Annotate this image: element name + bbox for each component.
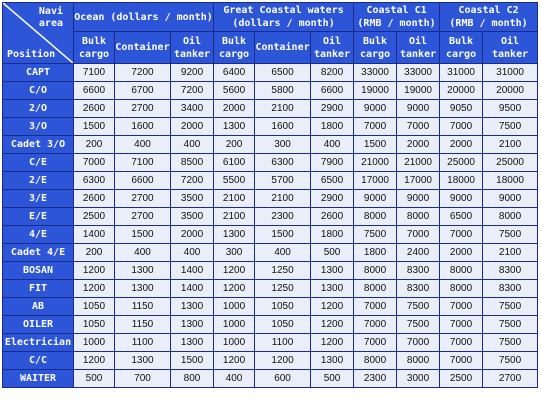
row-position-label: E/E <box>3 208 74 226</box>
wage-cell: 7000 <box>440 352 483 370</box>
wage-cell: 1000 <box>214 298 255 316</box>
wage-cell: 1050 <box>255 298 311 316</box>
wage-cell: 2100 <box>483 244 538 262</box>
wage-cell: 31000 <box>483 64 538 82</box>
wage-cell: 2000 <box>440 244 483 262</box>
navi-area-label: Navi area <box>38 6 63 29</box>
wage-cell: 1800 <box>354 244 397 262</box>
table-row <box>3 82 538 100</box>
wage-cell: 500 <box>311 244 354 262</box>
wage-cell: 1250 <box>255 280 311 298</box>
wage-cell: 7000 <box>440 316 483 334</box>
wage-cell: 800 <box>171 370 214 388</box>
table-row <box>3 208 538 226</box>
wage-cell: 7200 <box>171 172 214 190</box>
table-row <box>3 334 538 352</box>
row-position-label: Electrician <box>3 334 74 352</box>
wage-cell: 400 <box>311 136 354 154</box>
wage-cell: 2500 <box>74 208 115 226</box>
wage-cell: 7000 <box>354 334 397 352</box>
wage-cell: 1000 <box>74 334 115 352</box>
wage-cell: 1200 <box>214 352 255 370</box>
wage-cell: 1200 <box>311 334 354 352</box>
wage-cell: 18000 <box>483 172 538 190</box>
table-row <box>3 262 538 280</box>
row-position-label: 3/O <box>3 118 74 136</box>
wage-cell: 7000 <box>354 118 397 136</box>
wage-cell: 1800 <box>311 118 354 136</box>
wage-cell: 1500 <box>255 226 311 244</box>
wage-cell: 9000 <box>483 190 538 208</box>
table-body <box>3 64 538 388</box>
wage-cell: 1300 <box>171 298 214 316</box>
wage-cell: 2000 <box>440 136 483 154</box>
wage-cell: 8000 <box>354 280 397 298</box>
row-position-label: Cadet 3/O <box>3 136 74 154</box>
wage-cell: 1200 <box>74 352 115 370</box>
subheader-c2-bulk-cargo: Bulk cargo <box>440 32 483 64</box>
wage-cell: 200 <box>214 136 255 154</box>
wage-cell: 8000 <box>354 352 397 370</box>
wage-cell: 7900 <box>311 154 354 172</box>
wage-cell: 7500 <box>397 298 440 316</box>
table-row <box>3 370 538 388</box>
wage-cell: 6300 <box>74 172 115 190</box>
table-row <box>3 190 538 208</box>
wage-cell: 1100 <box>255 334 311 352</box>
wage-cell: 400 <box>171 244 214 262</box>
wage-cell: 7500 <box>483 316 538 334</box>
wage-cell: 2100 <box>214 190 255 208</box>
wage-cell: 2600 <box>74 100 115 118</box>
row-position-label: FIT <box>3 280 74 298</box>
table-row <box>3 316 538 334</box>
wage-cell: 8200 <box>311 64 354 82</box>
wage-cell: 9000 <box>354 100 397 118</box>
wage-cell: 8000 <box>397 352 440 370</box>
wage-cell: 400 <box>115 136 171 154</box>
wage-cell: 21000 <box>397 154 440 172</box>
wage-cell: 1300 <box>214 118 255 136</box>
wage-cell: 1600 <box>115 118 171 136</box>
wage-cell: 8300 <box>397 262 440 280</box>
wage-cell: 6500 <box>440 208 483 226</box>
wage-cell: 6700 <box>115 82 171 100</box>
subheader-great-coastal-container: Container <box>255 32 311 64</box>
wage-cell: 25000 <box>440 154 483 172</box>
wage-cell: 3500 <box>171 208 214 226</box>
wage-cell: 7000 <box>397 226 440 244</box>
wage-cell: 8000 <box>440 280 483 298</box>
wage-cell: 2600 <box>311 208 354 226</box>
wage-cell: 19000 <box>397 82 440 100</box>
wage-cell: 1500 <box>171 352 214 370</box>
wage-cell: 7000 <box>354 316 397 334</box>
wage-cell: 2500 <box>440 370 483 388</box>
row-position-label: 2/E <box>3 172 74 190</box>
row-position-label: AB <box>3 298 74 316</box>
wage-cell: 1400 <box>171 280 214 298</box>
wage-cell: 1300 <box>311 352 354 370</box>
wage-cell: 3500 <box>171 190 214 208</box>
wage-cell: 1500 <box>354 136 397 154</box>
wage-cell: 33000 <box>354 64 397 82</box>
wage-cell: 9500 <box>483 100 538 118</box>
row-position-label: C/E <box>3 154 74 172</box>
row-position-label: 3/E <box>3 190 74 208</box>
table-row <box>3 172 538 190</box>
row-position-label: OILER <box>3 316 74 334</box>
group-header-ocean: Ocean (dollars / month) <box>74 3 214 32</box>
wage-cell: 7500 <box>483 298 538 316</box>
wage-cell: 2100 <box>255 100 311 118</box>
row-position-label: 2/O <box>3 100 74 118</box>
wage-cell: 1200 <box>255 352 311 370</box>
wage-cell: 17000 <box>397 172 440 190</box>
row-position-label: CAPT <box>3 64 74 82</box>
wage-cell: 1100 <box>115 334 171 352</box>
wage-cell: 1050 <box>74 316 115 334</box>
wage-cell: 2400 <box>397 244 440 262</box>
table-row <box>3 118 538 136</box>
wage-cell: 7000 <box>440 298 483 316</box>
wage-cell: 1000 <box>214 334 255 352</box>
wage-cell: 7500 <box>483 334 538 352</box>
wage-cell: 8000 <box>354 262 397 280</box>
wage-cell: 400 <box>214 370 255 388</box>
subheader-great-coastal-bulk-cargo: Bulk cargo <box>214 32 255 64</box>
wage-cell: 19000 <box>354 82 397 100</box>
wage-cell: 7000 <box>397 118 440 136</box>
wage-cell: 1300 <box>311 262 354 280</box>
wage-cell: 33000 <box>397 64 440 82</box>
wage-table <box>2 2 538 388</box>
subheader-ocean-container: Container <box>115 32 171 64</box>
wage-cell: 9000 <box>440 190 483 208</box>
wage-cell: 1200 <box>74 262 115 280</box>
wage-cell: 5700 <box>255 172 311 190</box>
wage-cell: 7500 <box>397 316 440 334</box>
wage-cell: 31000 <box>440 64 483 82</box>
wage-cell: 8300 <box>397 280 440 298</box>
subheader-ocean-bulk-cargo: Bulk cargo <box>74 32 115 64</box>
wage-cell: 21000 <box>354 154 397 172</box>
wage-cell: 1200 <box>311 316 354 334</box>
wage-cell: 7200 <box>171 82 214 100</box>
table-row <box>3 280 538 298</box>
position-label: Position <box>7 49 56 60</box>
row-position-label: WAITER <box>3 370 74 388</box>
wage-cell: 8500 <box>171 154 214 172</box>
wage-cell: 5800 <box>255 82 311 100</box>
wage-cell: 3000 <box>397 370 440 388</box>
wage-cell: 500 <box>311 370 354 388</box>
subheader-great-coastal-oil-tanker: Oil tanker <box>311 32 354 64</box>
wage-cell: 2000 <box>171 118 214 136</box>
wage-cell: 25000 <box>483 154 538 172</box>
wage-cell: 1600 <box>255 118 311 136</box>
table-row <box>3 226 538 244</box>
wage-cell: 7500 <box>483 352 538 370</box>
wage-cell: 2000 <box>214 100 255 118</box>
wage-cell: 8300 <box>483 262 538 280</box>
wage-cell: 7000 <box>440 334 483 352</box>
wage-cell: 1200 <box>214 262 255 280</box>
wage-cell: 1200 <box>74 280 115 298</box>
wage-cell: 1050 <box>74 298 115 316</box>
wage-cell: 3400 <box>171 100 214 118</box>
wage-cell: 200 <box>74 136 115 154</box>
wage-cell: 5500 <box>214 172 255 190</box>
wage-cell: 6600 <box>74 82 115 100</box>
wage-cell: 7200 <box>115 64 171 82</box>
table-row <box>3 136 538 154</box>
table-row <box>3 352 538 370</box>
row-position-label: 4/E <box>3 226 74 244</box>
wage-cell: 9000 <box>397 190 440 208</box>
wage-cell: 2100 <box>483 136 538 154</box>
group-header-coastal-c2: Coastal C2 (RMB / month) <box>440 3 538 32</box>
wage-cell: 6100 <box>214 154 255 172</box>
row-position-label: BOSAN <box>3 262 74 280</box>
wage-cell: 600 <box>255 370 311 388</box>
wage-cell: 2900 <box>311 190 354 208</box>
wage-cell: 1250 <box>255 262 311 280</box>
wage-cell: 17000 <box>354 172 397 190</box>
subheader-c2-oil-tanker: Oil tanker <box>483 32 538 64</box>
wage-cell: 9000 <box>397 100 440 118</box>
row-position-label: Cadet 4/E <box>3 244 74 262</box>
wage-cell: 1200 <box>311 298 354 316</box>
row-position-label: C/C <box>3 352 74 370</box>
row-position-label: C/O <box>3 82 74 100</box>
table-row <box>3 154 538 172</box>
group-header-coastal-c1: Coastal C1 (RMB / month) <box>354 3 440 32</box>
wage-cell: 18000 <box>440 172 483 190</box>
wage-cell: 300 <box>255 136 311 154</box>
wage-cell: 8000 <box>440 262 483 280</box>
wage-cell: 7000 <box>397 334 440 352</box>
subheader-ocean-oil-tanker: Oil tanker <box>171 32 214 64</box>
wage-cell: 2900 <box>311 100 354 118</box>
wage-cell: 1300 <box>115 352 171 370</box>
wage-cell: 1300 <box>115 280 171 298</box>
position-navi-corner-header <box>3 3 74 64</box>
wage-cell: 1800 <box>311 226 354 244</box>
wage-cell: 7100 <box>74 64 115 82</box>
wage-cell: 2300 <box>255 208 311 226</box>
wage-cell: 6400 <box>214 64 255 82</box>
wage-cell: 7100 <box>115 154 171 172</box>
wage-cell: 20000 <box>483 82 538 100</box>
wage-cell: 1500 <box>74 118 115 136</box>
wage-cell: 5600 <box>214 82 255 100</box>
wage-cell: 8300 <box>483 280 538 298</box>
wage-cell: 1300 <box>115 262 171 280</box>
wage-cell: 1050 <box>255 316 311 334</box>
wage-cell: 1150 <box>115 316 171 334</box>
wage-cell: 8000 <box>397 208 440 226</box>
wage-cell: 1500 <box>115 226 171 244</box>
wage-cell: 7000 <box>440 118 483 136</box>
table-row <box>3 100 538 118</box>
wage-cell: 6600 <box>115 172 171 190</box>
wage-cell: 6600 <box>311 82 354 100</box>
subheader-c1-oil-tanker: Oil tanker <box>397 32 440 64</box>
wage-cell: 7500 <box>483 118 538 136</box>
wage-cell: 6300 <box>255 154 311 172</box>
wage-cell: 2700 <box>115 100 171 118</box>
table-row <box>3 244 538 262</box>
wage-cell: 1400 <box>171 262 214 280</box>
subheader-c1-bulk-cargo: Bulk cargo <box>354 32 397 64</box>
wage-cell: 7000 <box>440 226 483 244</box>
wage-cell: 1200 <box>214 280 255 298</box>
wage-cell: 7500 <box>483 226 538 244</box>
wage-cell: 2000 <box>397 136 440 154</box>
wage-cell: 300 <box>214 244 255 262</box>
wage-cell: 500 <box>74 370 115 388</box>
wage-cell: 9000 <box>354 190 397 208</box>
wage-cell: 7500 <box>354 226 397 244</box>
wage-cell: 9200 <box>171 64 214 82</box>
wage-cell: 2300 <box>354 370 397 388</box>
wage-cell: 700 <box>115 370 171 388</box>
wage-cell: 20000 <box>440 82 483 100</box>
wage-cell: 2700 <box>115 208 171 226</box>
wage-cell: 9050 <box>440 100 483 118</box>
table-row <box>3 64 538 82</box>
wage-cell: 200 <box>74 244 115 262</box>
wage-cell: 2700 <box>483 370 538 388</box>
wage-cell: 400 <box>115 244 171 262</box>
wage-cell: 1150 <box>115 298 171 316</box>
wage-cell: 8000 <box>354 208 397 226</box>
wage-cell: 2600 <box>74 190 115 208</box>
wage-cell: 8000 <box>483 208 538 226</box>
wage-cell: 2700 <box>115 190 171 208</box>
wage-cell: 1300 <box>311 280 354 298</box>
wage-cell: 7000 <box>74 154 115 172</box>
wage-cell: 1300 <box>171 334 214 352</box>
wage-cell: 400 <box>171 136 214 154</box>
wage-cell: 2000 <box>171 226 214 244</box>
wage-cell: 6500 <box>311 172 354 190</box>
wage-cell: 400 <box>255 244 311 262</box>
wage-cell: 1300 <box>214 226 255 244</box>
table-row <box>3 298 538 316</box>
wage-cell: 2100 <box>214 208 255 226</box>
wage-cell: 6500 <box>255 64 311 82</box>
wage-cell: 1300 <box>171 316 214 334</box>
wage-cell: 2100 <box>255 190 311 208</box>
group-header-great-coastal: Great Coastal waters (dollars / month) <box>214 3 354 32</box>
wage-cell: 1000 <box>214 316 255 334</box>
wage-cell: 1400 <box>74 226 115 244</box>
wage-cell: 7000 <box>354 298 397 316</box>
